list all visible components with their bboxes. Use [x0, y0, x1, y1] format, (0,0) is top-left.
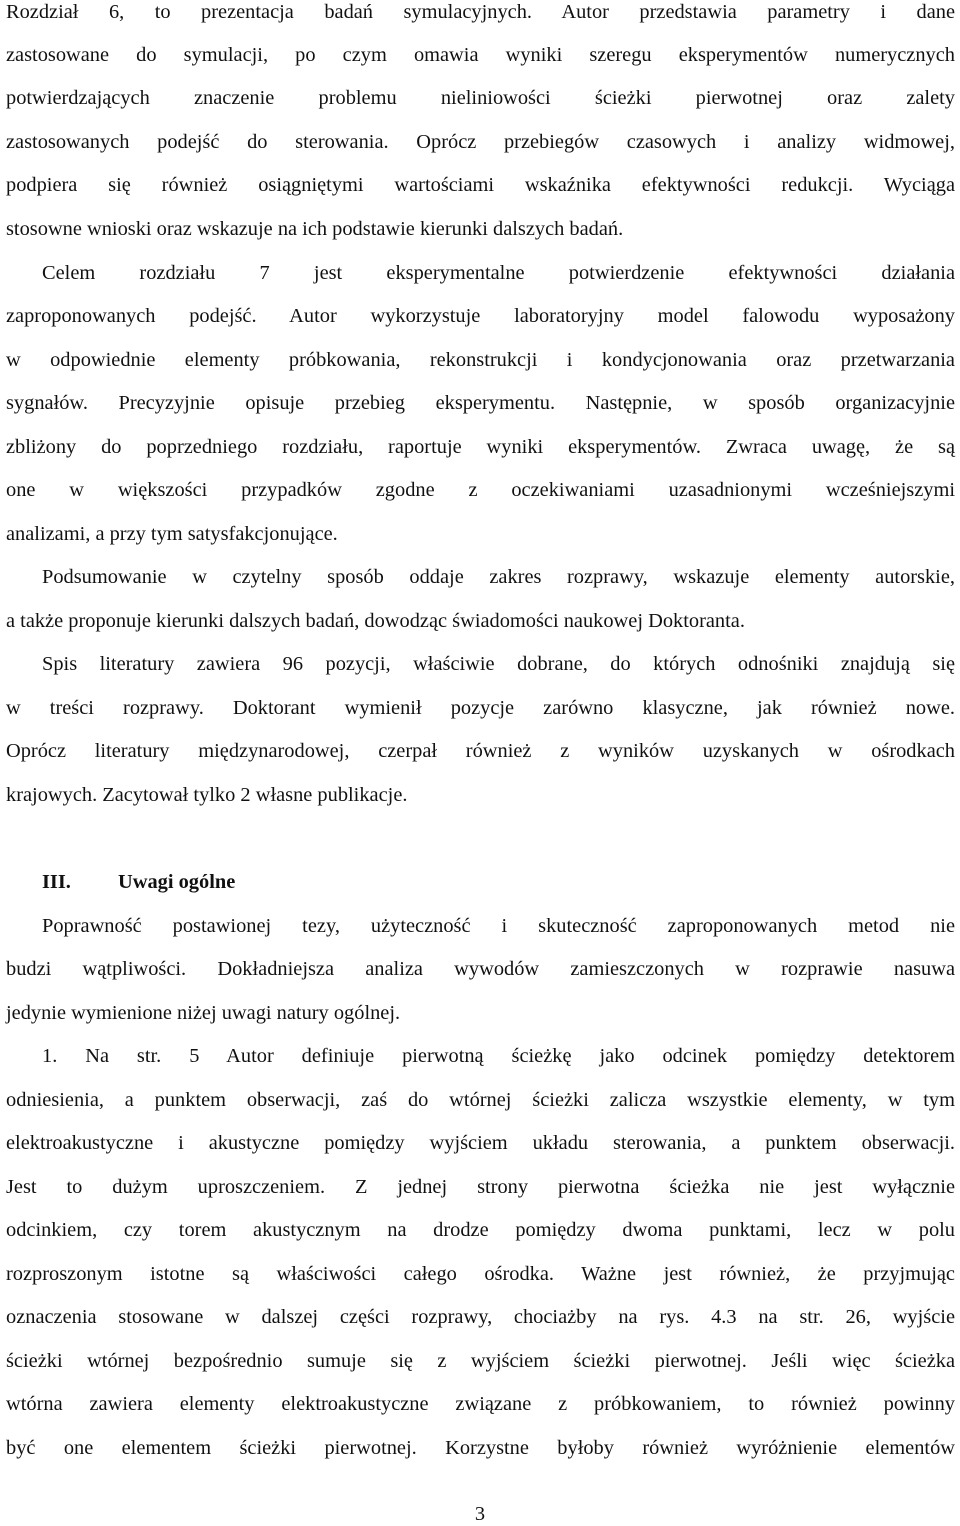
section-number: III. — [42, 871, 71, 893]
text-line: budzi wątpliwości. Dokładniejsza analiza wywodów zamieszczonych w rozprawie nasuwa — [6, 958, 955, 980]
text-line: w odpowiednie elementy próbkowania, rekonstrukcji i kondycjonowania oraz przetwarzania — [6, 349, 955, 371]
section-title: Uwagi ogólne — [118, 871, 236, 893]
text-line: być one elementem ścieżki pierwotnej. Korzystne byłoby również wyróżnienie elementów — [6, 1437, 955, 1459]
page-number: 3 — [474, 1503, 486, 1525]
text-line: a także proponuje kierunki dalszych badań, dowodząc świadomości naukowej Doktoranta. — [6, 610, 745, 632]
text-line: w treści rozprawy. Doktorant wymienił pozycje zarówno klasyczne, jak również nowe. — [6, 697, 955, 719]
text-line: zaproponowanych podejść. Autor wykorzystuje laboratoryjny model falowodu wyposażony — [6, 305, 955, 327]
text-line: krajowych. Zacytował tylko 2 własne publikacje. — [6, 784, 408, 806]
section-heading — [42, 870, 235, 894]
text-line: oznaczenia stosowane w dalszej części rozprawy, chociażby na rys. 4.3 na str. 26, wyjście — [6, 1306, 955, 1328]
list-item-line: 1. Na str. 5 Autor definiuje pierwotną ścieżkę jako odcinek pomiędzy detektorem — [42, 1045, 955, 1067]
text-line: podpiera się również osiągniętymi wartościami wskaźnika efektywności redukcji. Wyciąga — [6, 174, 955, 196]
text-line: Celem rozdziału 7 jest eksperymentalne potwierdzenie efektywności działania — [42, 262, 955, 284]
text-line: one w większości przypadków zgodne z oczekiwaniami uzasadnionymi wcześniejszymi — [6, 479, 955, 501]
text-line: Poprawność postawionej tezy, użyteczność i skuteczność zaproponowanych metod nie — [42, 915, 955, 937]
text-line: sygnałów. Precyzyjnie opisuje przebieg eksperymentu. Następnie, w sposób organizacyjnie — [6, 392, 955, 414]
text-line: Oprócz literatury międzynarodowej, czerpał również z wyników uzyskanych w ośrodkach — [6, 740, 955, 762]
text-line: elektroakustyczne i akustyczne pomiędzy wyjściem układu sterowania, a punktem obserwacji. — [6, 1132, 955, 1154]
text-line: jedynie wymienione niżej uwagi natury ogólnej. — [6, 1002, 401, 1024]
text-line: Jest to dużym uproszczeniem. Z jednej strony pierwotna ścieżka nie jest wyłącznie — [6, 1176, 955, 1198]
text-line: potwierdzających znaczenie problemu nieliniowości ścieżki pierwotnej oraz zalety — [6, 87, 955, 109]
text-line: odcinkiem, czy torem akustycznym na drodze pomiędzy dwoma punktami, lecz w polu — [6, 1219, 955, 1241]
text-line: Podsumowanie w czytelny sposób oddaje zakres rozprawy, wskazuje elementy autorskie, — [42, 566, 955, 588]
text-line: zastosowanych podejść do sterowania. Oprócz przebiegów czasowych i analizy widmowej, — [6, 131, 955, 153]
text-line: stosowne wnioski oraz wskazuje na ich podstawie kierunki dalszych badań. — [6, 218, 624, 240]
text-line: Rozdział 6, to prezentacja badań symulacyjnych. Autor przedstawia parametry i dane — [6, 1, 955, 23]
text-line: wtórna zawiera elementy elektroakustyczne związane z próbkowaniem, to również powinny — [6, 1393, 955, 1415]
text-line: zastosowane do symulacji, po czym omawia wyniki szeregu eksperymentów numerycznych — [6, 44, 955, 66]
text-line: rozproszonym istotne są właściwości całego ośrodka. Ważne jest również, że przyjmując — [6, 1263, 955, 1285]
text-line: Spis literatury zawiera 96 pozycji, właściwie dobrane, do których odnośniki znajdują się — [42, 653, 955, 675]
text-line: odniesienia, a punktem obserwacji, zaś do wtórnej ścieżki zalicza wszystkie elementy, w tym — [6, 1089, 955, 1111]
text-line: ścieżki wtórnej bezpośrednio sumuje się z wyjściem ścieżki pierwotnej. Jeśli więc ścieżka — [6, 1350, 955, 1372]
text-line: zbliżony do poprzedniego rozdziału, raportuje wyniki eksperymentów. Zwraca uwagę, że są — [6, 436, 955, 458]
text-line: analizami, a przy tym satysfakcjonujące. — [6, 523, 338, 545]
